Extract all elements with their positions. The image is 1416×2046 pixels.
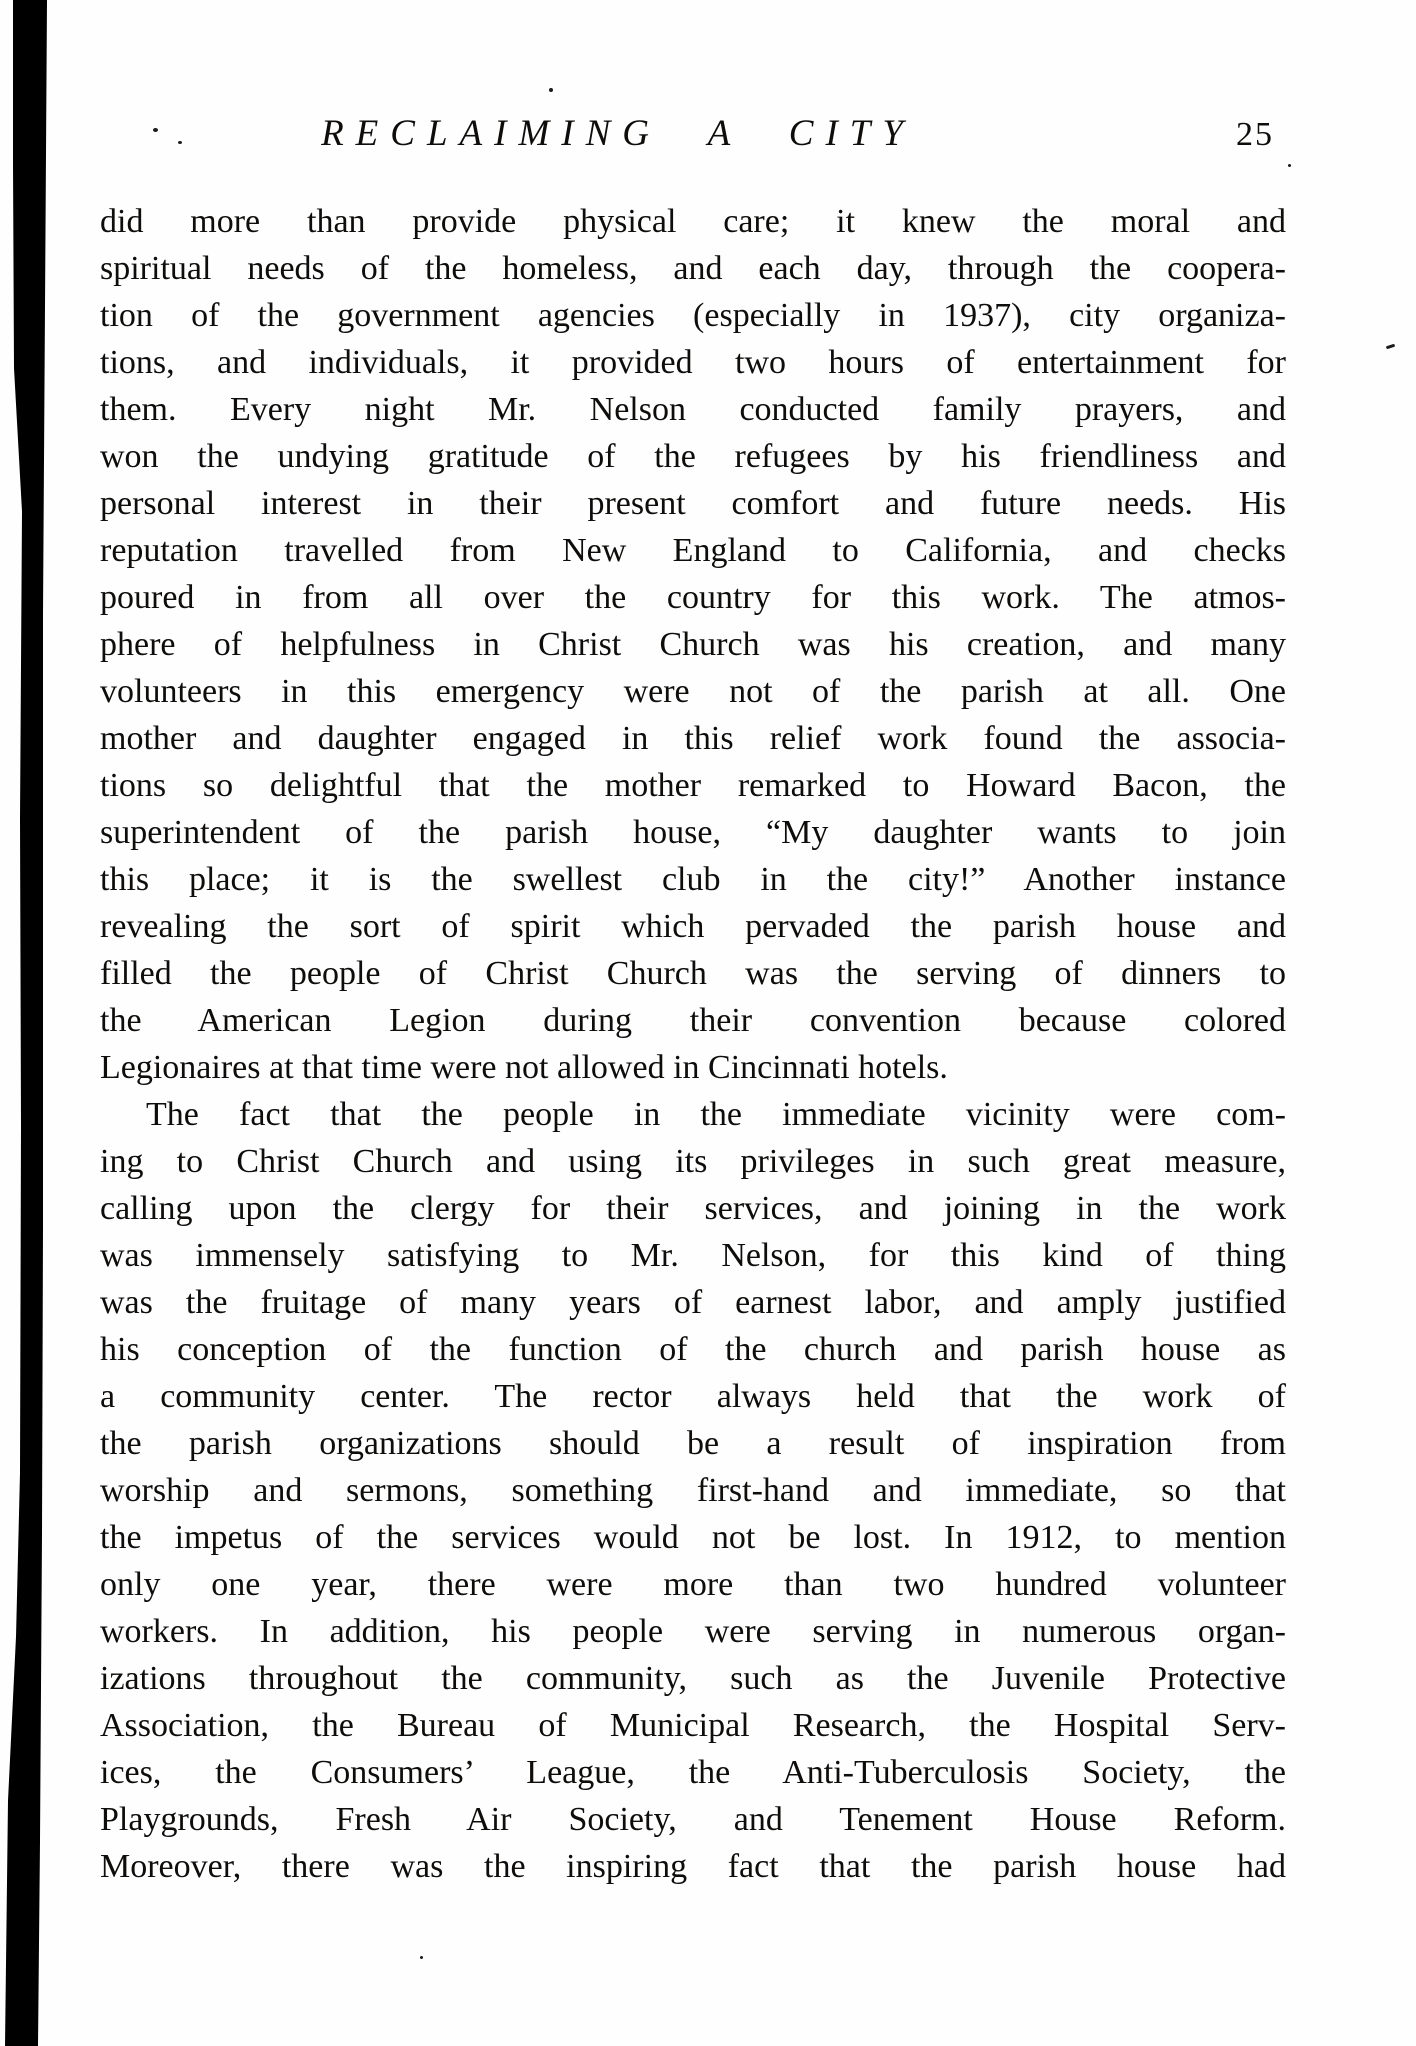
text-line: poured in from all over the country for this work. The atmos-	[100, 579, 1286, 616]
running-title: RECLAIMING A CITY	[321, 113, 915, 154]
text-line: worship and sermons, something first-hand and immediate, so that	[100, 1472, 1286, 1509]
scan-speck	[1288, 164, 1291, 167]
text-line: his conception of the function of the church and parish house as	[100, 1331, 1286, 1368]
body-text	[100, 198, 1286, 1890]
text-line: ices, the Consumers’ League, the Anti-Tuberculosis Society, the	[100, 1754, 1286, 1791]
text-line: workers. In addition, his people were serving in numerous organ-	[100, 1613, 1286, 1650]
text-line: them. Every night Mr. Nelson conducted family prayers, and	[100, 391, 1286, 428]
text-line: tions so delightful that the mother remarked to Howard Bacon, the	[100, 767, 1286, 804]
text-line: superintendent of the parish house, “My daughter wants to join	[100, 814, 1286, 851]
text-line: volunteers in this emergency were not of the parish at all. One	[100, 673, 1286, 710]
page-number: 25	[1236, 116, 1274, 153]
scan-speck	[549, 88, 553, 92]
binding-shadow	[0, 0, 60, 2046]
text-line: reputation travelled from New England to California, and checks	[100, 532, 1286, 569]
text-line: Moreover, there was the inspiring fact that the parish house had	[100, 1848, 1286, 1885]
text-line: won the undying gratitude of the refugees by his friendliness and	[100, 438, 1286, 475]
text-line: Playgrounds, Fresh Air Society, and Tenement House Reform.	[100, 1801, 1286, 1838]
text-line: calling upon the clergy for their services, and joining in the work	[100, 1190, 1286, 1227]
text-line: phere of helpfulness in Christ Church was his creation, and many	[100, 626, 1286, 663]
scan-speck	[1386, 344, 1395, 350]
text-line: the impetus of the services would not be lost. In 1912, to mention	[100, 1519, 1286, 1556]
text-line: tions, and individuals, it provided two hours of entertainment for	[100, 344, 1286, 381]
text-line: was immensely satisfying to Mr. Nelson, for this kind of thing	[100, 1237, 1286, 1274]
text-line: Legionaires at that time were not allowed in Cincinnati hotels.	[100, 1049, 948, 1086]
text-line: only one year, there were more than two hundred volunteer	[100, 1566, 1286, 1603]
page-header	[100, 112, 1286, 168]
text-line: Association, the Bureau of Municipal Research, the Hospital Serv-	[100, 1707, 1286, 1744]
text-line: The fact that the people in the immediate vicinity were com-	[146, 1096, 1286, 1133]
text-line: was the fruitage of many years of earnest labor, and amply justified	[100, 1284, 1286, 1321]
text-line: the parish organizations should be a result of inspiration from	[100, 1425, 1286, 1462]
text-line: the American Legion during their convention because colored	[100, 1002, 1286, 1039]
text-line: tion of the government agencies (especially in 1937), city organiza-	[100, 297, 1286, 334]
text-line: a community center. The rector always held that the work of	[100, 1378, 1286, 1415]
scan-speck	[420, 1956, 423, 1959]
text-line: this place; it is the swellest club in the city!” Another instance	[100, 861, 1286, 898]
text-line: personal interest in their present comfort and future needs. His	[100, 485, 1286, 522]
text-line: revealing the sort of spirit which pervaded the parish house and	[100, 908, 1286, 945]
text-line: filled the people of Christ Church was the serving of dinners to	[100, 955, 1286, 992]
text-line: mother and daughter engaged in this relief work found the associa-	[100, 720, 1286, 757]
text-line: did more than provide physical care; it knew the moral and	[100, 203, 1286, 240]
text-line: izations throughout the community, such as the Juvenile Protective	[100, 1660, 1286, 1697]
text-line: ing to Christ Church and using its privileges in such great measure,	[100, 1143, 1286, 1180]
text-line: spiritual needs of the homeless, and each day, through the coopera-	[100, 250, 1286, 287]
